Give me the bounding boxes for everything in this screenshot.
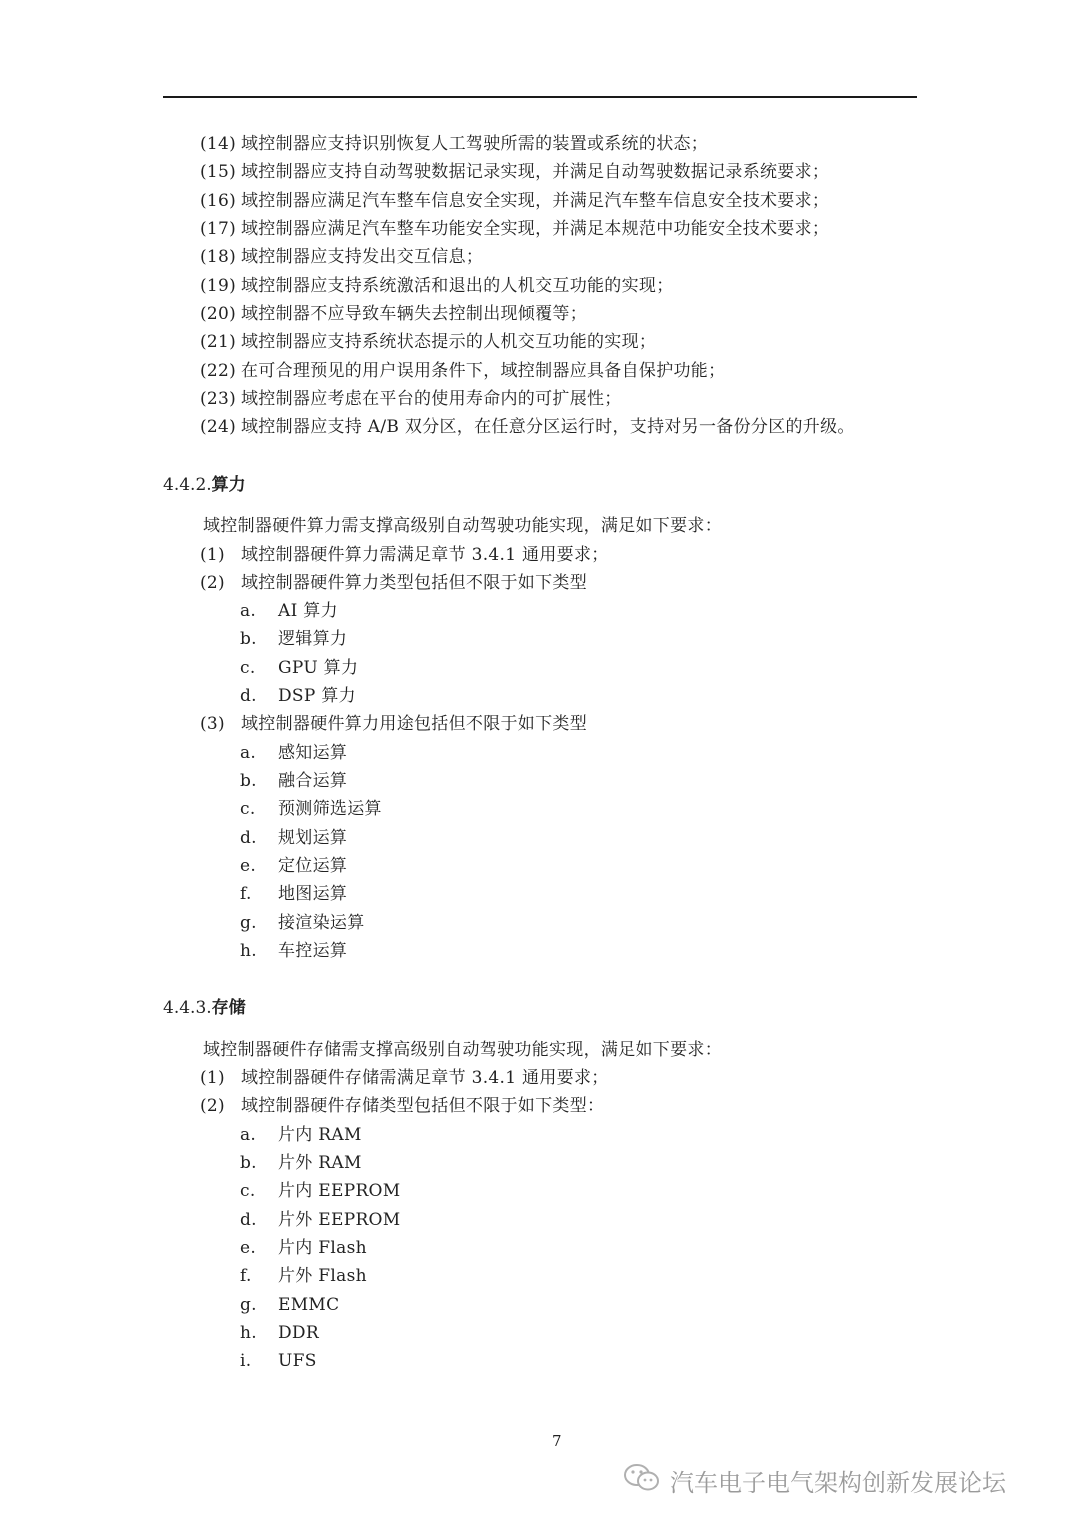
watermark-text: 汽车电子电气架构创新发展论坛 bbox=[670, 1468, 1006, 1497]
section-heading-storage: 4.4.3.存储 bbox=[163, 998, 246, 1018]
header-rule bbox=[163, 96, 917, 98]
wechat-icon bbox=[622, 1461, 662, 1499]
section-intro: 域控制器硬件算力需支撑高级别自动驾驶功能实现，满足如下要求： bbox=[203, 516, 722, 536]
section-heading-compute: 4.4.2.算力 bbox=[163, 475, 246, 495]
page-number: 7 bbox=[552, 1432, 562, 1450]
watermark bbox=[622, 1460, 1006, 1500]
section-intro: 域控制器硬件存储需支撑高级别自动驾驶功能实现，满足如下要求： bbox=[203, 1040, 722, 1060]
